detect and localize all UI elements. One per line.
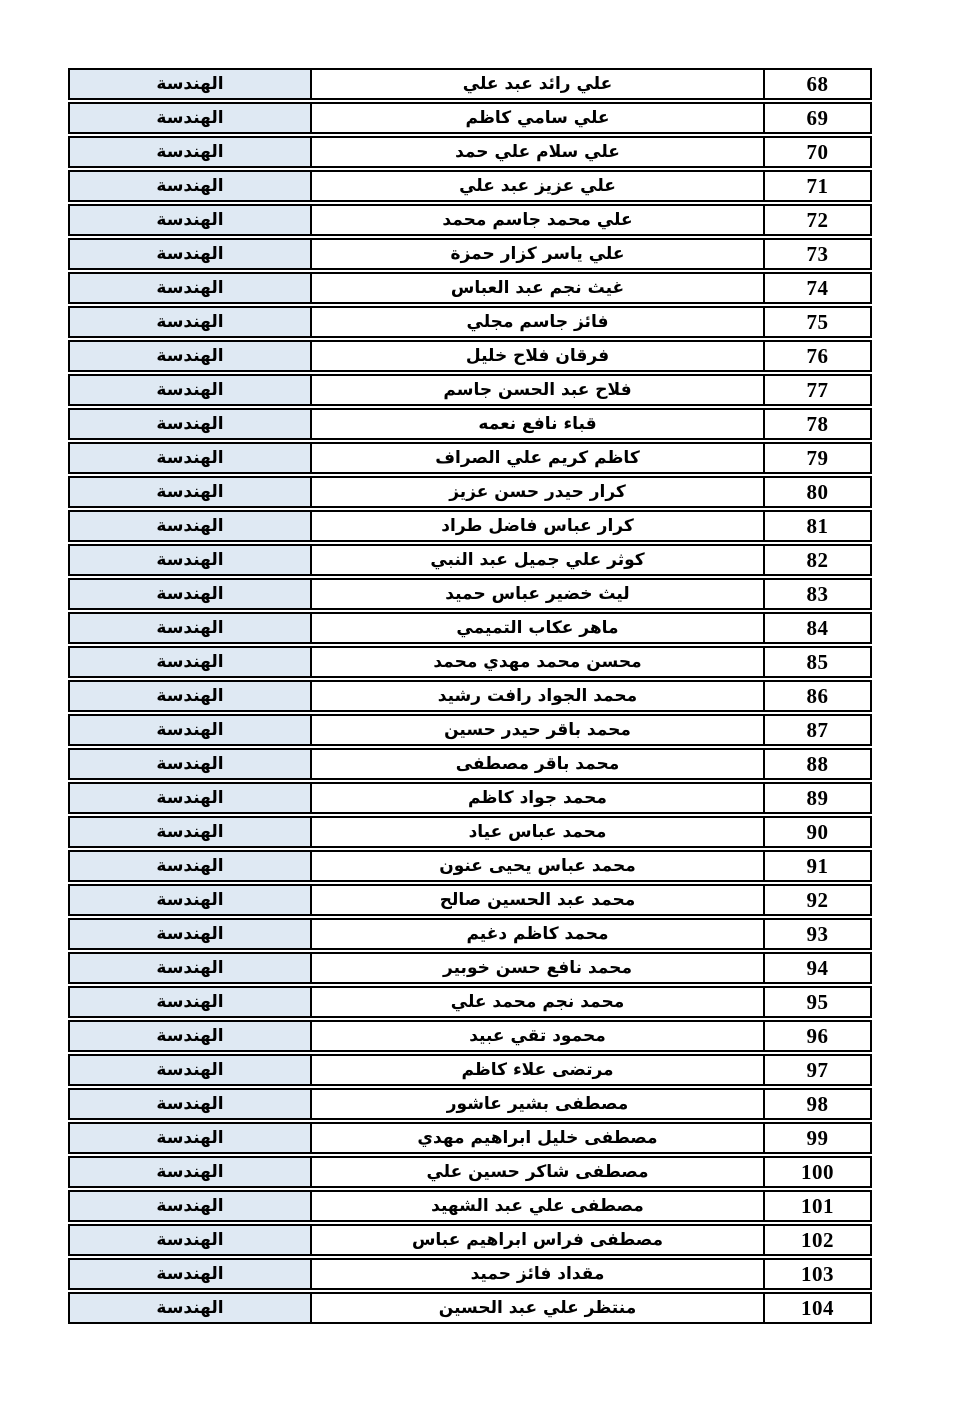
student-name-cell [310,852,765,880]
serial-number-cell [765,886,870,914]
serial-number: 76 [806,343,829,368]
student-name-cell [310,750,765,778]
student-name-cell [310,682,765,710]
student-name-cell [310,1158,765,1186]
department-cell [70,444,310,472]
student-name: محمد جواد كاظم [468,788,607,808]
student-name-cell [310,104,765,132]
department-label: الهندسة [156,142,224,162]
department-cell [70,342,310,370]
department-label: الهندسة [156,958,224,978]
serial-number: 68 [806,71,829,96]
department-cell [70,1022,310,1050]
department-cell [70,240,310,268]
table-row [68,442,872,474]
students-table [68,68,872,1326]
serial-number: 79 [806,445,829,470]
department-cell [70,1192,310,1220]
department-label: الهندسة [156,346,224,366]
serial-number: 82 [806,547,829,572]
department-cell [70,1090,310,1118]
department-cell [70,1158,310,1186]
table-row [68,68,872,100]
table-row [68,1122,872,1154]
table-row [68,986,872,1018]
student-name-cell [310,1260,765,1288]
student-name: مصطفى بشير عاشور [446,1094,629,1114]
department-label: الهندسة [156,584,224,604]
serial-number-cell [765,1158,870,1186]
table-row [68,510,872,542]
department-cell [70,478,310,506]
department-cell [70,512,310,540]
student-name-cell [310,818,765,846]
serial-number: 102 [801,1227,834,1252]
serial-number-cell [765,104,870,132]
department-label: الهندسة [156,856,224,876]
department-label: الهندسة [156,1128,224,1148]
department-label: الهندسة [156,720,224,740]
serial-number: 73 [806,241,829,266]
student-name: مصطفى فراس ابراهيم عباس [411,1230,664,1250]
department-cell [70,954,310,982]
department-cell [70,308,310,336]
table-row [68,272,872,304]
department-label: الهندسة [156,1060,224,1080]
serial-number: 81 [806,513,829,538]
department-cell [70,410,310,438]
serial-number: 72 [806,207,829,232]
department-cell [70,682,310,710]
department-cell [70,1226,310,1254]
student-name: محسن محمد مهدي محمد [433,652,642,672]
student-name-cell [310,240,765,268]
table-row [68,612,872,644]
student-name-cell [310,614,765,642]
serial-number-cell [765,478,870,506]
table-row [68,782,872,814]
student-name-cell [310,716,765,744]
serial-number-cell [765,70,870,98]
serial-number-cell [765,172,870,200]
student-name: كاظم كريم علي الصراف [435,448,640,468]
serial-number: 85 [806,649,829,674]
department-label: الهندسة [156,448,224,468]
department-cell [70,988,310,1016]
student-name: مصطفى خليل ابراهيم مهدي [417,1128,658,1148]
student-name-cell [310,954,765,982]
department-label: الهندسة [156,822,224,842]
department-label: الهندسة [156,516,224,536]
serial-number-cell [765,750,870,778]
serial-number-cell [765,580,870,608]
table-row [68,476,872,508]
student-name: قباء نافع نعمه [478,414,597,434]
serial-number: 70 [806,139,829,164]
student-name: فرقان فلاح خليل [465,346,610,366]
student-name: محمد باقر مصطفى [455,754,620,774]
table-row [68,1054,872,1086]
serial-number: 90 [806,819,829,844]
student-name-cell [310,376,765,404]
department-cell [70,614,310,642]
student-name-cell [310,274,765,302]
department-label: الهندسة [156,992,224,1012]
serial-number-cell [765,716,870,744]
student-name: محمد باقر حيدر حسين [444,720,631,740]
table-row [68,136,872,168]
student-name-cell [310,1294,765,1322]
student-name: محمد نجم محمد علي [450,992,625,1012]
serial-number-cell [765,206,870,234]
serial-number-cell [765,988,870,1016]
table-row [68,1088,872,1120]
student-name-cell [310,1192,765,1220]
table-row [68,374,872,406]
serial-number-cell [765,240,870,268]
serial-number: 99 [806,1125,829,1150]
department-cell [70,580,310,608]
serial-number: 91 [806,853,829,878]
table-row [68,1156,872,1188]
student-name-cell [310,546,765,574]
department-label: الهندسة [156,1298,224,1318]
table-row [68,1292,872,1324]
department-cell [70,104,310,132]
serial-number-cell [765,614,870,642]
department-label: الهندسة [156,414,224,434]
department-label: الهندسة [156,482,224,502]
department-label: الهندسة [156,176,224,196]
department-label: الهندسة [156,890,224,910]
student-name-cell [310,988,765,1016]
student-name: كوثر علي جميل عبد النبي [430,550,645,570]
student-name-cell [310,1022,765,1050]
serial-number: 87 [806,717,829,742]
student-name: مقداد فائز حميد [470,1264,605,1284]
student-name: محمد عباس يحيى عنون [439,856,636,876]
serial-number: 94 [806,955,829,980]
student-name-cell [310,886,765,914]
student-name: كرار عباس فاضل طراد [441,516,634,536]
department-label: الهندسة [156,312,224,332]
department-cell [70,1294,310,1322]
student-name: منتظر علي عبد الحسين [438,1298,637,1318]
student-name-cell [310,444,765,472]
department-label: الهندسة [156,380,224,400]
department-cell [70,376,310,404]
serial-number-cell [765,546,870,574]
serial-number: 88 [806,751,829,776]
student-name: مصطفى شاكر حسين علي [426,1162,649,1182]
serial-number: 100 [801,1159,834,1184]
table-row [68,1258,872,1290]
department-label: الهندسة [156,652,224,672]
department-label: الهندسة [156,278,224,298]
serial-number-cell [765,818,870,846]
serial-number: 93 [806,921,829,946]
serial-number-cell [765,1124,870,1152]
student-name: فلاح عبد الحسن جاسم [443,380,632,400]
table-row [68,578,872,610]
serial-number-cell [765,410,870,438]
student-name-cell [310,580,765,608]
student-name: محمود تقي عبيد [469,1026,606,1046]
table-row [68,1224,872,1256]
table-row [68,918,872,950]
serial-number-cell [765,1022,870,1050]
student-name-cell [310,1090,765,1118]
serial-number: 84 [806,615,829,640]
serial-number: 86 [806,683,829,708]
serial-number: 96 [806,1023,829,1048]
serial-number: 92 [806,887,829,912]
table-row [68,238,872,270]
serial-number: 83 [806,581,829,606]
student-name-cell [310,784,765,812]
department-label: الهندسة [156,1026,224,1046]
department-cell [70,886,310,914]
department-label: الهندسة [156,108,224,128]
student-name: علي عزيز عبد علي [459,176,616,196]
department-cell [70,1056,310,1084]
serial-number-cell [765,682,870,710]
department-label: الهندسة [156,788,224,808]
student-name-cell [310,308,765,336]
serial-number: 71 [806,173,829,198]
student-name-cell [310,206,765,234]
student-name-cell [310,1124,765,1152]
serial-number-cell [765,274,870,302]
student-name: ماهر عكاب التميمي [456,618,619,638]
table-row [68,1190,872,1222]
student-name-cell [310,172,765,200]
serial-number: 77 [806,377,829,402]
serial-number: 80 [806,479,829,504]
table-row [68,952,872,984]
department-cell [70,920,310,948]
serial-number-cell [765,1056,870,1084]
serial-number-cell [765,376,870,404]
student-name: محمد عبد الحسين صالح [439,890,636,910]
serial-number: 103 [801,1261,834,1286]
serial-number-cell [765,920,870,948]
student-name-cell [310,512,765,540]
serial-number-cell [765,308,870,336]
table-row [68,1020,872,1052]
serial-number-cell [765,648,870,676]
serial-number: 75 [806,309,829,334]
serial-number: 98 [806,1091,829,1116]
department-cell [70,274,310,302]
student-name: ليث خضير عباس حميد [445,584,630,604]
department-label: الهندسة [156,686,224,706]
department-cell [70,648,310,676]
department-label: الهندسة [156,550,224,570]
student-name: محمد كاظم دغيم [466,924,609,944]
table-row [68,748,872,780]
serial-number-cell [765,512,870,540]
serial-number-cell [765,1260,870,1288]
student-name-cell [310,478,765,506]
student-name: محمد الجواد رافت رشيد [437,686,638,706]
student-name-cell [310,920,765,948]
department-cell [70,716,310,744]
department-cell [70,1260,310,1288]
table-row [68,408,872,440]
table-row [68,816,872,848]
department-cell [70,206,310,234]
department-label: الهندسة [156,244,224,264]
department-cell [70,1124,310,1152]
serial-number-cell [765,1226,870,1254]
department-label: الهندسة [156,618,224,638]
student-name: فائز جاسم مجلي [466,312,609,332]
department-cell [70,784,310,812]
department-label: الهندسة [156,74,224,94]
table-row [68,544,872,576]
student-name: كرار حيدر حسن عزيز [449,482,626,502]
department-cell [70,138,310,166]
department-label: الهندسة [156,754,224,774]
serial-number-cell [765,342,870,370]
serial-number-cell [765,1090,870,1118]
table-row [68,884,872,916]
table-row [68,850,872,882]
serial-number: 89 [806,785,829,810]
student-name: غيث نجم عبد العباس [450,278,625,298]
student-name: مرتضى علاء كاظم [461,1060,614,1080]
table-row [68,102,872,134]
student-name-cell [310,410,765,438]
table-row [68,340,872,372]
department-cell [70,546,310,574]
student-name-cell [310,1056,765,1084]
department-label: الهندسة [156,210,224,230]
serial-number: 104 [801,1295,834,1320]
department-label: الهندسة [156,1230,224,1250]
table-row [68,306,872,338]
serial-number-cell [765,852,870,880]
student-name-cell [310,138,765,166]
student-name-cell [310,1226,765,1254]
table-row [68,714,872,746]
department-cell [70,70,310,98]
department-cell [70,172,310,200]
student-name: علي رائد عبد علي [462,74,613,94]
serial-number-cell [765,1294,870,1322]
student-name-cell [310,342,765,370]
serial-number: 101 [801,1193,834,1218]
table-row [68,680,872,712]
serial-number-cell [765,954,870,982]
student-name: علي سلام علي حمد [455,142,620,162]
department-label: الهندسة [156,1264,224,1284]
serial-number-cell [765,1192,870,1220]
student-name: علي محمد جاسم محمد [442,210,633,230]
table-row [68,170,872,202]
table-row [68,646,872,678]
department-cell [70,818,310,846]
serial-number-cell [765,444,870,472]
serial-number-cell [765,784,870,812]
student-name: محمد نافع حسن خوبير [443,958,632,978]
student-name-cell [310,648,765,676]
student-name: علي ياسر كزار حمزة [450,244,625,264]
student-name: علي سامي كاظم [465,108,610,128]
serial-number: 74 [806,275,829,300]
serial-number: 78 [806,411,829,436]
student-name: محمد عباس عياد [468,822,607,842]
student-name-cell [310,70,765,98]
department-label: الهندسة [156,1094,224,1114]
serial-number: 97 [806,1057,829,1082]
department-label: الهندسة [156,924,224,944]
serial-number-cell [765,138,870,166]
department-label: الهندسة [156,1196,224,1216]
department-label: الهندسة [156,1162,224,1182]
department-cell [70,852,310,880]
serial-number: 95 [806,989,829,1014]
student-name: مصطفى علي عبد الشهيد [431,1196,644,1216]
serial-number: 69 [806,105,829,130]
table-row [68,204,872,236]
department-cell [70,750,310,778]
